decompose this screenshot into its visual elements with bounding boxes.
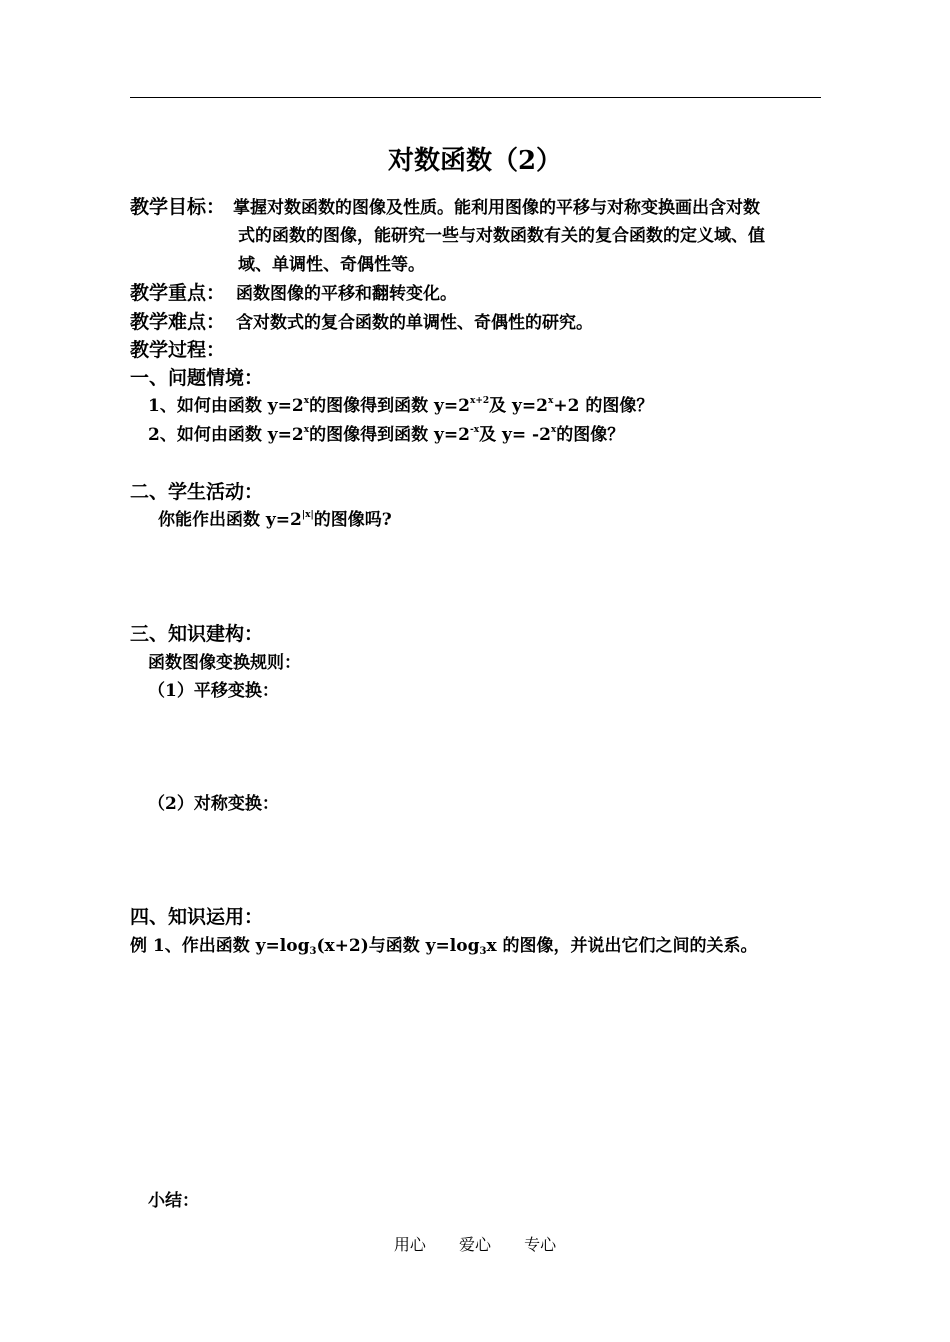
objectives-line-1: 掌握对数函数的图像及性质。能利用图像的平移与对称变换画出含对数 <box>233 198 760 218</box>
example-1: 例 1、作出函数 $y=\log_3(x+2)$与函数 $y=\log_3x$ 的图像，并说出它们之间的关系。 <box>130 936 758 957</box>
difficulties-label: 教学难点： <box>130 311 226 333</box>
process-label: 教学过程： <box>130 339 226 361</box>
summary-label: 小结： <box>148 1191 199 1211</box>
section1-heading: 一、问题情境： <box>130 367 264 389</box>
activity-question: 你能作出函数 $y=2^{|x|}$的图像吗? <box>158 510 392 530</box>
footer <box>0 1232 950 1255</box>
question-1: 1、如何由函数 $y=2^x$的图像得到函数 $y=2^{x+2}$及 $y=2^x+2$ 的图像？ <box>148 396 654 416</box>
key-points-text: 函数图像的平移和翻转变化。 <box>236 284 457 304</box>
footer-word-1: 用心 <box>393 1235 426 1254</box>
header-rule <box>130 97 821 98</box>
footer-word-3: 专心 <box>524 1235 557 1254</box>
section4-heading: 四、知识运用： <box>130 906 264 928</box>
page-title: 对数函数（2） <box>387 146 563 176</box>
rules-label: 函数图像变换规则： <box>148 653 301 673</box>
key-points-label: 教学重点： <box>130 282 226 304</box>
question-2: 2、如何由函数 $y=2^x$的图像得到函数 $y=2^{-x}$及 $y= -2^x$的图像？ <box>148 425 625 445</box>
section2-heading: 二、学生活动： <box>130 481 264 503</box>
objectives-label: 教学目标： <box>130 196 226 218</box>
symmetry-item: （2）对称变换： <box>148 794 279 814</box>
objectives-line-3: 域、单调性、奇偶性等。 <box>238 255 425 275</box>
objectives-line-2: 式的函数的图像，能研究一些与对数函数有关的复合函数的定义域、值 <box>238 226 765 246</box>
section3-heading: 三、知识建构： <box>130 623 264 645</box>
translation-item: （1）平移变换： <box>148 681 279 701</box>
footer-word-2: 爱心 <box>458 1235 491 1254</box>
difficulties-text: 含对数式的复合函数的单调性、奇偶性的研究。 <box>236 313 593 333</box>
